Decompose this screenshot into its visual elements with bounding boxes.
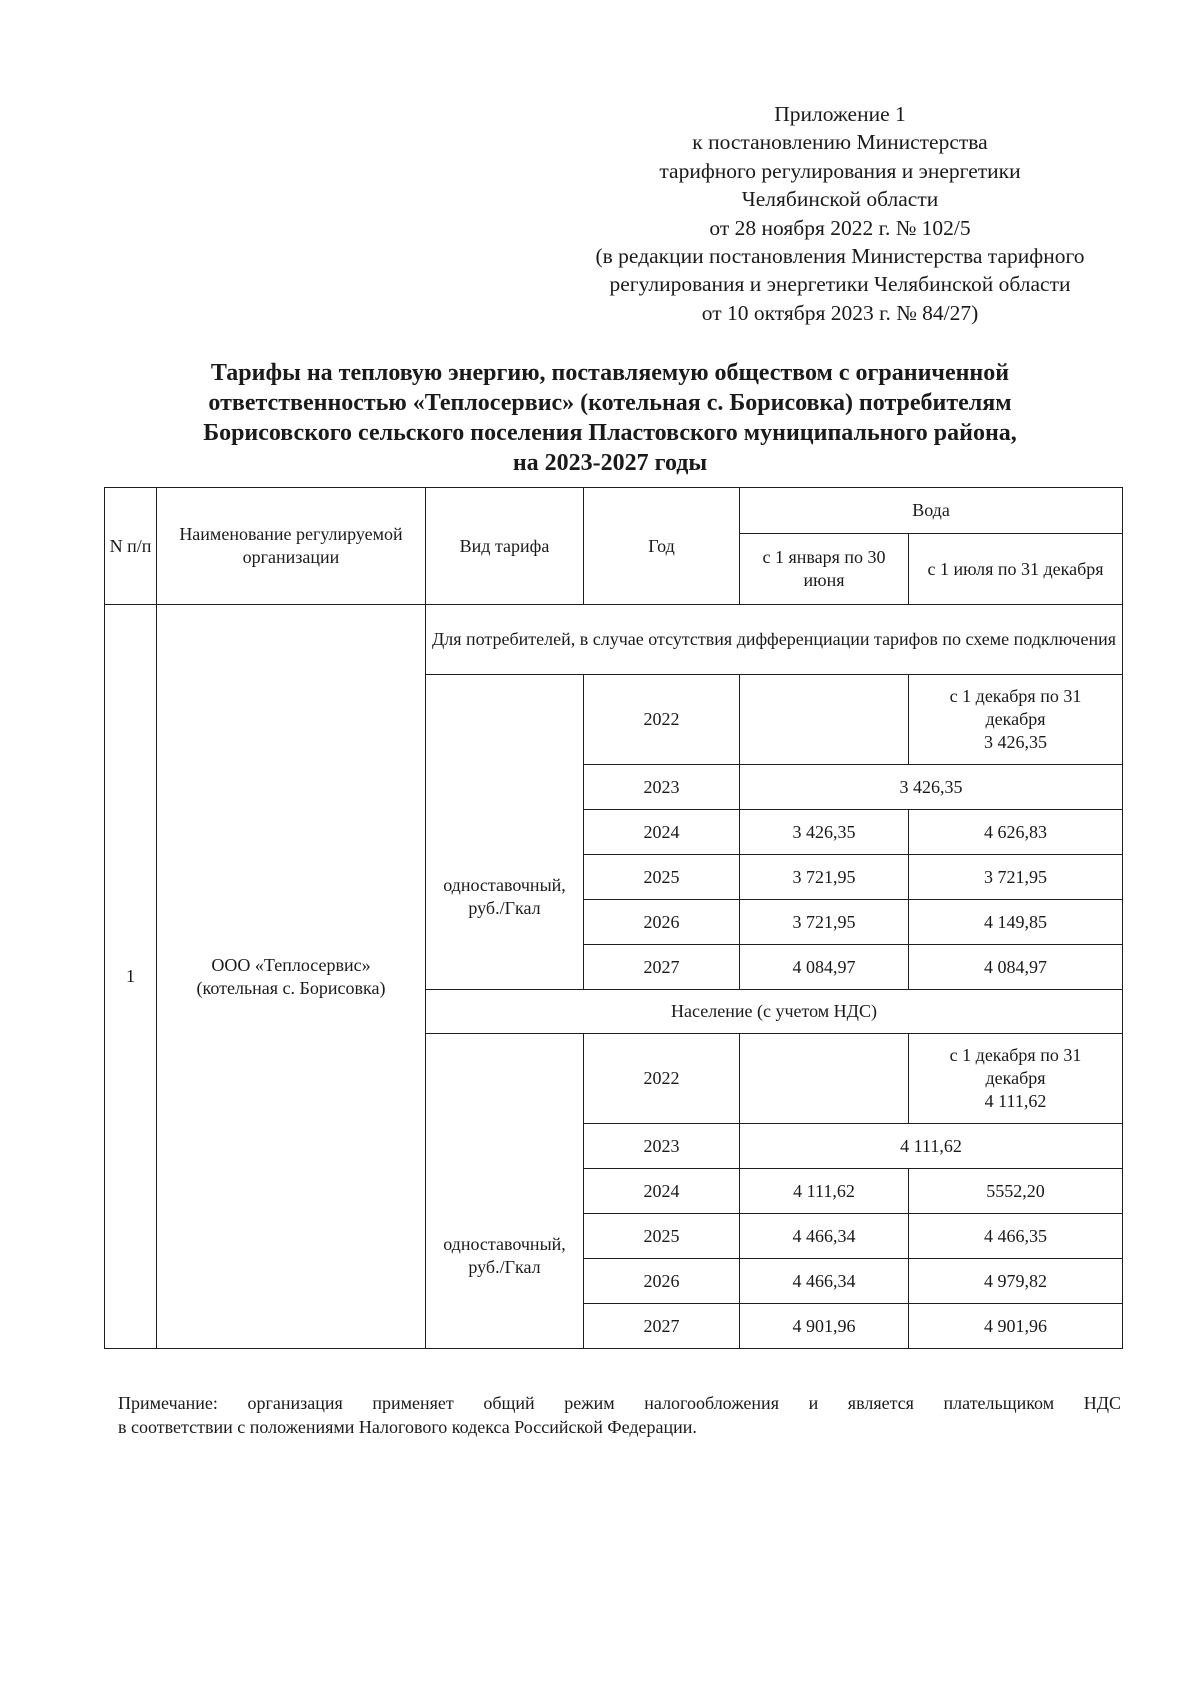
year-cell: 2024 — [584, 1169, 740, 1214]
value-cell: 5552,20 — [909, 1169, 1123, 1214]
appendix-block — [540, 100, 1140, 327]
value-cell: 4 901,96 — [740, 1304, 909, 1349]
first-period-value: 3 426,35 — [984, 732, 1047, 752]
tariff-unit-text: руб./Гкал — [468, 1257, 541, 1277]
value-cell: 4 466,34 — [740, 1259, 909, 1304]
appendix-line: к постановлению Министерства — [692, 130, 988, 155]
document-title — [100, 358, 1120, 478]
value-cell: 4 111,62 — [740, 1169, 909, 1214]
value-cell: 4 466,35 — [909, 1214, 1123, 1259]
year-cell: 2022 — [584, 1034, 740, 1124]
value-cell: 3 426,35 — [740, 810, 909, 855]
footnote — [118, 1391, 1121, 1439]
appendix-line: (в редакции постановления Министерства тарифного — [595, 244, 1085, 269]
header-water: Вода — [740, 488, 1123, 534]
title-line: на 2023-2027 годы — [512, 450, 708, 476]
header-period-1: с 1 января по 30 июня — [740, 534, 909, 605]
value-cell-empty — [740, 675, 909, 765]
section-label: Для потребителей, в случае отсутствия дифференциации тарифов по схеме подключения — [426, 605, 1123, 675]
organization-boiler: (котельная с. Борисовка) — [196, 977, 386, 998]
year-cell: 2025 — [584, 1214, 740, 1259]
header-organization: Наименование регулируемой организации — [157, 488, 426, 605]
title-line: ответственностью «Теплосервис» (котельная с. Борисовка) потребителям — [208, 390, 1012, 416]
value-cell: 4 084,97 — [740, 945, 909, 990]
value-cell: 4 626,83 — [909, 810, 1123, 855]
tariff-type-text: одноставочный, — [443, 1234, 566, 1254]
first-period-value: 4 111,62 — [984, 1091, 1047, 1111]
value-cell: 3 721,95 — [740, 855, 909, 900]
header-year: Год — [584, 488, 740, 605]
year-cell: 2023 — [584, 1124, 740, 1169]
year-cell: 2025 — [584, 855, 740, 900]
footnote-line: в соответствии с положениями Налогового кодекса Российской Федерации. — [118, 1417, 697, 1437]
value-cell: 4 149,85 — [909, 900, 1123, 945]
appendix-line: Челябинской области — [741, 187, 939, 212]
first-period-text: с 1 декабря по 31 — [949, 686, 1082, 706]
value-cell: 3 721,95 — [740, 900, 909, 945]
year-cell: 2027 — [584, 945, 740, 990]
header-tariff-type: Вид тарифа — [426, 488, 584, 605]
section-label: Население (с учетом НДС) — [426, 990, 1123, 1034]
tariff-type-text: одноставочный, — [443, 875, 566, 895]
year-cell: 2024 — [584, 810, 740, 855]
tariff-unit-text: руб./Гкал — [468, 898, 541, 918]
value-cell — [909, 1034, 1123, 1124]
year-cell: 2027 — [584, 1304, 740, 1349]
value-cell: 3 721,95 — [909, 855, 1123, 900]
header-number: N п/п — [105, 488, 157, 605]
value-cell: 4 979,82 — [909, 1259, 1123, 1304]
title-line: Тарифы на тепловую энергию, поставляемую обществом с ограниченной — [210, 360, 1010, 386]
appendix-line: регулирования и энергетики Челябинской области — [609, 272, 1071, 297]
appendix-line: от 28 ноября 2022 г. № 102/5 — [709, 215, 971, 240]
value-cell-empty — [740, 1034, 909, 1124]
tariff-table — [104, 487, 1123, 1349]
header-period-2: с 1 июля по 31 декабря — [909, 534, 1123, 605]
first-period-text: декабря — [985, 1068, 1046, 1088]
appendix-line: от 10 октября 2023 г. № 84/27) — [701, 300, 979, 325]
title-line: Борисовского сельского поселения Пластовского муниципального района, — [203, 420, 1017, 446]
organization-cell — [157, 605, 426, 1349]
merged-value-cell: 4 111,62 — [740, 1124, 1123, 1169]
value-cell: 4 901,96 — [909, 1304, 1123, 1349]
value-cell: 4 466,34 — [740, 1214, 909, 1259]
first-period-text: с 1 декабря по 31 — [949, 1045, 1082, 1065]
year-cell: 2022 — [584, 675, 740, 765]
value-cell: 4 084,97 — [909, 945, 1123, 990]
appendix-line: тарифного регулирования и энергетики — [659, 158, 1021, 183]
organization-name: ООО «Теплосервис» — [211, 954, 371, 975]
value-cell — [909, 675, 1123, 765]
merged-value-cell: 3 426,35 — [740, 765, 1123, 810]
tariff-type-cell — [426, 1034, 584, 1349]
appendix-line: Приложение 1 — [774, 102, 906, 126]
table-header-row — [105, 488, 1123, 534]
year-cell: 2026 — [584, 900, 740, 945]
year-cell: 2023 — [584, 765, 740, 810]
footnote-line: Примечание: организация применяет общий режим налогообложения и является плательщиком НДС — [118, 1393, 1121, 1413]
row-number-cell: 1 — [105, 605, 157, 1349]
tariff-type-cell — [426, 675, 584, 990]
section-label-row — [105, 605, 1123, 675]
year-cell: 2026 — [584, 1259, 740, 1304]
first-period-text: декабря — [985, 709, 1046, 729]
